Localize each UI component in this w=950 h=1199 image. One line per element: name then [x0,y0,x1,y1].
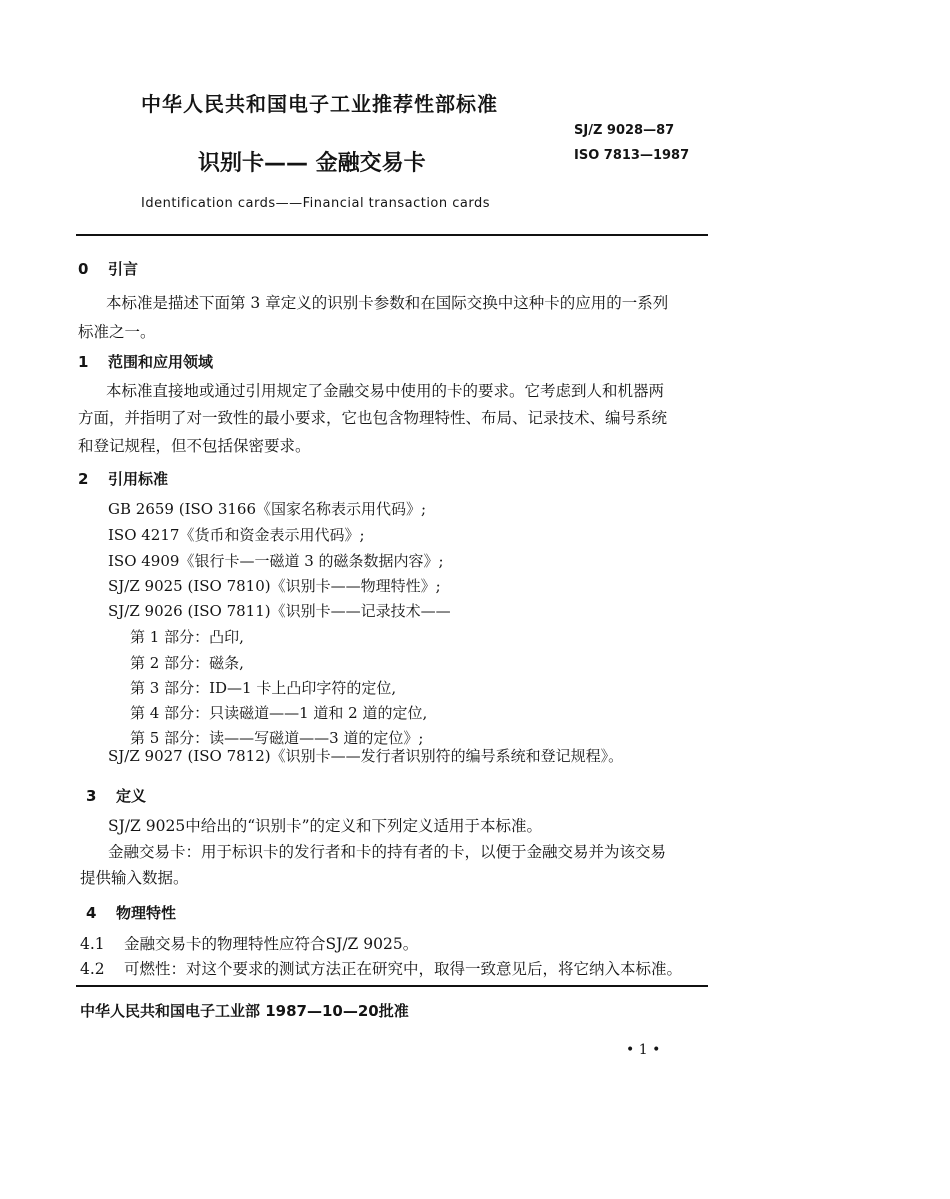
section-number: 1 [78,353,89,371]
reference-item: GB 2659 (ISO 3166《国家名称表示用代码》; [108,500,427,518]
standard-number-sjz: SJ/Z 9028—87 [574,123,675,138]
paragraph-line: 本标准是描述下面第 3 章定义的识别卡参数和在国际交换中这种卡的应用的一系列 [106,294,669,312]
section-heading-3 [86,785,146,806]
section-heading-2 [78,468,168,489]
reference-item: ISO 4217《货币和资金表示用代码》; [108,526,365,544]
paragraph-line: 标准之一。 [78,323,156,341]
clause-text: 可燃性：对这个要求的测试方法正在研究中，取得一致意见后，将它纳入本标准。 [124,960,683,978]
paragraph-line: 金融交易卡：用于标识卡的发行者和卡的持有者的卡，以便于金融交易并为该交易 [108,843,667,861]
clause-4-1 [80,932,418,954]
clause-number: 4.1 [80,935,105,953]
reference-item: SJ/Z 9027 (ISO 7812)《识别卡——发行者识别符的编号系统和登记规程》。 [108,747,624,765]
paragraph-line: 方面，并指明了对一致性的最小要求，它也包含物理特性、布局、记录技术、编号系统 [78,409,668,427]
section-title: 引用标准 [108,470,169,488]
reference-part: 第 4 部分：只读磁道——1 道和 2 道的定位, [130,704,428,722]
approval-line: 中华人民共和国电子工业部 1987—10—20批准 [80,1002,409,1020]
section-title: 物理特性 [116,904,177,922]
page-number: • 1 • [626,1042,661,1058]
document-title: 识别卡—— 金融交易卡 [198,151,426,176]
section-title: 范围和应用领域 [108,353,214,371]
section-heading-0 [78,258,138,279]
reference-part: 第 3 部分：ID—1 卡上凸印字符的定位, [130,679,397,697]
section-heading-1 [78,351,213,372]
paragraph-line: SJ/Z 9025中给出的“识别卡”的定义和下列定义适用于本标准。 [108,817,543,835]
english-title: Identification cards——Financial transaction cards [141,196,491,211]
paragraph-line: 本标准直接地或通过引用规定了金融交易中使用的卡的要求。它考虑到人和机器两 [106,382,665,400]
reference-item: ISO 4909《银行卡—一磁道 3 的磁条数据内容》; [108,552,444,570]
section-number: 0 [78,260,89,278]
section-number: 2 [78,470,89,488]
standard-number-iso: ISO 7813—1987 [574,148,690,163]
section-title: 定义 [116,787,147,805]
reference-part: 第 2 部分：磁条, [130,654,244,672]
paragraph-line: 提供输入数据。 [80,869,189,887]
section-heading-4 [86,902,176,923]
clause-4-2 [80,957,682,979]
clause-number: 4.2 [80,960,105,978]
reference-item: SJ/Z 9025 (ISO 7810)《识别卡——物理特性》; [108,577,441,595]
section-number: 4 [86,904,97,922]
clause-text: 金融交易卡的物理特性应符合SJ/Z 9025。 [124,935,419,953]
reference-part: 第 1 部分：凸印, [130,628,244,646]
issuing-organization-title: 中华人民共和国电子工业推荐性部标准 [141,92,498,116]
paragraph-line: 和登记规程，但不包括保密要求。 [78,437,311,455]
footer-divider [76,985,708,987]
header-divider [76,234,708,236]
reference-item: SJ/Z 9026 (ISO 7811)《识别卡——记录技术—— [108,602,451,620]
section-title: 引言 [108,260,139,278]
section-number: 3 [86,787,97,805]
reference-part: 第 5 部分：读——写磁道——3 道的定位》; [130,729,424,747]
